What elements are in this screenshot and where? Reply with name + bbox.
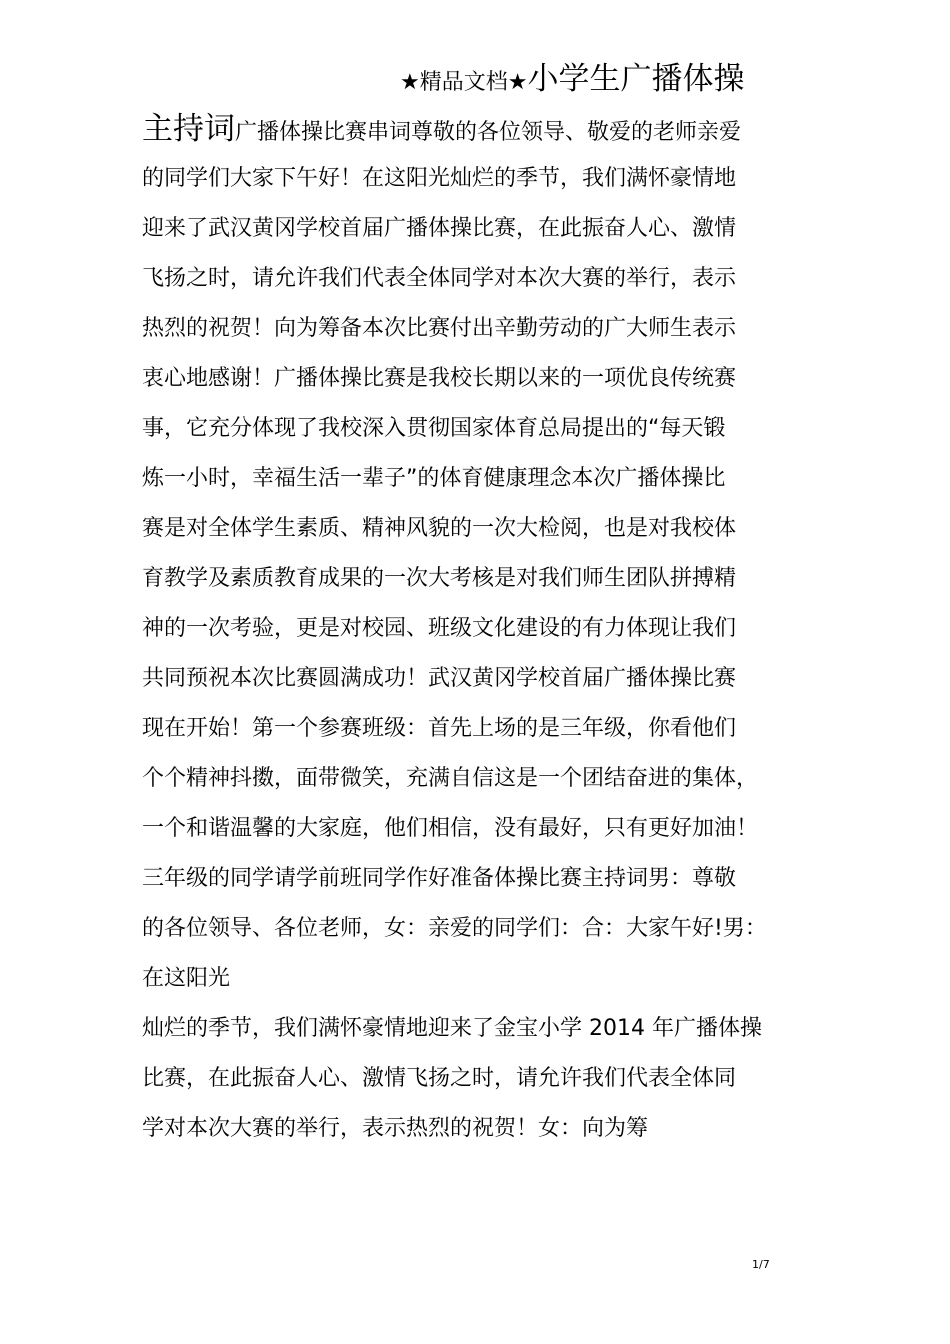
text-line: 学对本次大赛的举行，表示热烈的祝贺！女：向为筹: [142, 1116, 649, 1141]
text-line: 一个和谐温馨的大家庭，他们相信，没有最好，只有更好加油！: [142, 816, 759, 841]
text-line: 迎来了武汉黄冈学校首届广播体操比赛，在此振奋人心、激情: [142, 216, 737, 241]
text-line: [142, 104, 842, 154]
document-title: 小学生广播体操: [527, 61, 745, 97]
featured-doc-badge: ★精品文档★: [400, 70, 528, 95]
text-line: 个个精神抖擞，面带微笑，充满自信这是一个团结奋进的集体，: [142, 766, 759, 791]
document-header: [400, 56, 744, 107]
text-line: 育教学及素质教育成果的一次大考核是对我们师生团队拼搏精: [142, 566, 737, 591]
text-line: 的同学们大家下午好！在这阳光灿烂的季节，我们满怀豪情地: [142, 166, 737, 191]
text-line: 比赛，在此振奋人心、激情飞扬之时，请允许我们代表全体同: [142, 1066, 737, 1091]
text-line: 的各位领导、各位老师，女：亲爱的同学们：合：大家午好!男：: [142, 916, 767, 941]
text-line: 灿烂的季节，我们满怀豪情地迎来了金宝小学 2014 年广播体操: [142, 1016, 762, 1041]
text-line-content: 广播体操比赛串词尊敬的各位领导、敬爱的老师亲爱: [235, 120, 742, 145]
text-line: 热烈的祝贺！向为筹备本次比赛付出辛勤劳动的广大师生表示: [142, 316, 737, 341]
text-line: 神的一次考验，更是对校园、班级文化建设的有力体现让我们: [142, 616, 737, 641]
text-line: 现在开始！第一个参赛班级：首先上场的是三年级，你看他们: [142, 716, 737, 741]
document-body: [142, 104, 842, 1154]
text-line: 赛是对全体学生素质、精神风貌的一次大检阅，也是对我校体: [142, 516, 737, 541]
text-line: 飞扬之时，请允许我们代表全体同学对本次大赛的举行，表示: [142, 266, 737, 291]
text-line: 衷心地感谢！广播体操比赛是我校长期以来的一项优良传统赛: [142, 366, 737, 391]
document-title-continuation: 主持词: [142, 111, 235, 147]
text-line: 事，它充分体现了我校深入贯彻国家体育总局提出的“每天锻: [142, 416, 726, 441]
page-number: 1/7: [752, 1258, 770, 1271]
text-line: 三年级的同学请学前班同学作好准备体操比赛主持词男：尊敬: [142, 866, 737, 891]
text-line: 炼一小时，幸福生活一辈子”的体育健康理念本次广播体操比: [142, 466, 726, 491]
text-line: 共同预祝本次比赛圆满成功！武汉黄冈学校首届广播体操比赛: [142, 666, 737, 691]
text-line: 在这阳光: [142, 966, 231, 991]
